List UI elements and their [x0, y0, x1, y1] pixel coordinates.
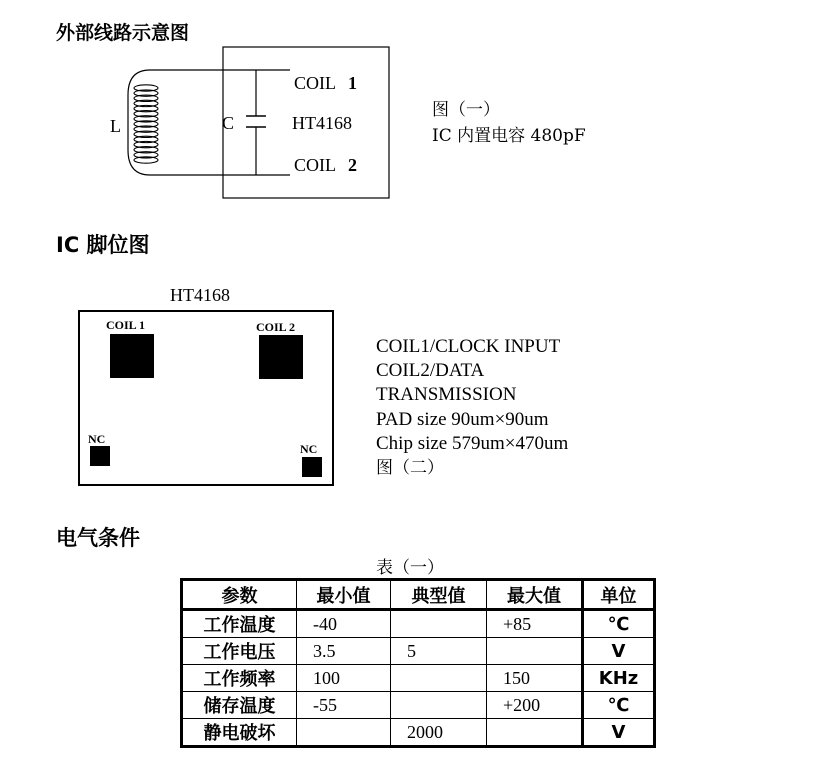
- chip-die-outline: [78, 310, 334, 486]
- pin-desc-line: Chip size 579um×470um: [376, 432, 569, 454]
- coil2-label: COIL: [294, 155, 336, 175]
- capacitor-label: C: [222, 113, 235, 133]
- row-typical: 5: [391, 638, 487, 665]
- row-min: -40: [297, 610, 391, 638]
- figure1-caption: [432, 97, 586, 149]
- electrical-conditions-table: [180, 578, 656, 748]
- pad-coil2-label: COIL 2: [256, 320, 296, 334]
- figure2-caption: 图（二）: [376, 458, 444, 479]
- pad-coil1: [110, 334, 154, 378]
- pin-desc-line: COIL1/CLOCK INPUT: [376, 336, 561, 357]
- row-typical: [391, 610, 487, 638]
- row-max: +85: [487, 610, 583, 638]
- row-min: 3.5: [297, 638, 391, 665]
- row-unit: KHz: [583, 665, 655, 692]
- header-unit: 单位: [583, 580, 655, 610]
- row-unit: ℃: [583, 692, 655, 719]
- row-max: 150: [487, 665, 583, 692]
- external-circuit-diagram: [0, 0, 816, 230]
- row-unit: V: [583, 638, 655, 665]
- external-circuit-heading: 外部线路示意图: [56, 22, 190, 44]
- coil1-label: COIL: [294, 73, 336, 93]
- chip-pinout-title: HT4168: [170, 285, 230, 305]
- row-parameter: 工作频率: [182, 665, 297, 692]
- row-parameter: 工作电压: [182, 638, 297, 665]
- inductor-label: L: [110, 116, 121, 136]
- header-max: 最大值: [487, 580, 583, 610]
- pad-coil1-label: COIL 1: [106, 318, 146, 332]
- pin-desc-line: TRANSMISSION: [376, 384, 517, 406]
- row-max: +200: [487, 692, 583, 719]
- row-parameter: 静电破坏: [182, 719, 297, 747]
- row-max: [487, 719, 583, 747]
- table-row: [182, 719, 655, 747]
- row-typical: [391, 692, 487, 719]
- table-row: [182, 610, 655, 638]
- table-row: [182, 665, 655, 692]
- header-min: 最小值: [297, 580, 391, 610]
- figure1-caption-title: 图（一）: [432, 100, 500, 120]
- pin-description: [376, 335, 568, 480]
- pad-nc-left-label: NC: [88, 432, 106, 446]
- table-row: [182, 692, 655, 719]
- figure1-caption-capacitance: IC 内置电容 480pF: [432, 126, 586, 146]
- electrical-conditions-heading: 电气条件: [56, 526, 140, 550]
- table-header-row: [182, 580, 655, 610]
- pad-coil2: [259, 335, 303, 379]
- header-parameter: 参数: [182, 580, 297, 610]
- row-unit: V: [583, 719, 655, 747]
- row-unit: ℃: [583, 610, 655, 638]
- row-min: -55: [297, 692, 391, 719]
- header-typical: 典型值: [391, 580, 487, 610]
- row-min: 100: [297, 665, 391, 692]
- row-min: [297, 719, 391, 747]
- ic-pinout-heading: IC 脚位图: [56, 233, 150, 257]
- pad-nc-left: [90, 446, 110, 466]
- coil2-number: 2: [348, 155, 357, 175]
- row-max: [487, 638, 583, 665]
- chip-name-label: HT4168: [292, 113, 352, 133]
- row-typical: 2000: [391, 719, 487, 747]
- pad-nc-right: [302, 457, 322, 477]
- row-parameter: 工作温度: [182, 610, 297, 638]
- pin-desc-line: COIL2/DATA: [376, 360, 485, 382]
- inductor-coil: [134, 85, 158, 163]
- table-row: [182, 638, 655, 665]
- pin-desc-line: PAD size 90um×90um: [376, 408, 549, 430]
- row-typical: [391, 665, 487, 692]
- coil1-number: 1: [348, 73, 357, 93]
- row-parameter: 储存温度: [182, 692, 297, 719]
- table-caption: 表（一）: [376, 558, 444, 578]
- pad-nc-right-label: NC: [300, 442, 318, 456]
